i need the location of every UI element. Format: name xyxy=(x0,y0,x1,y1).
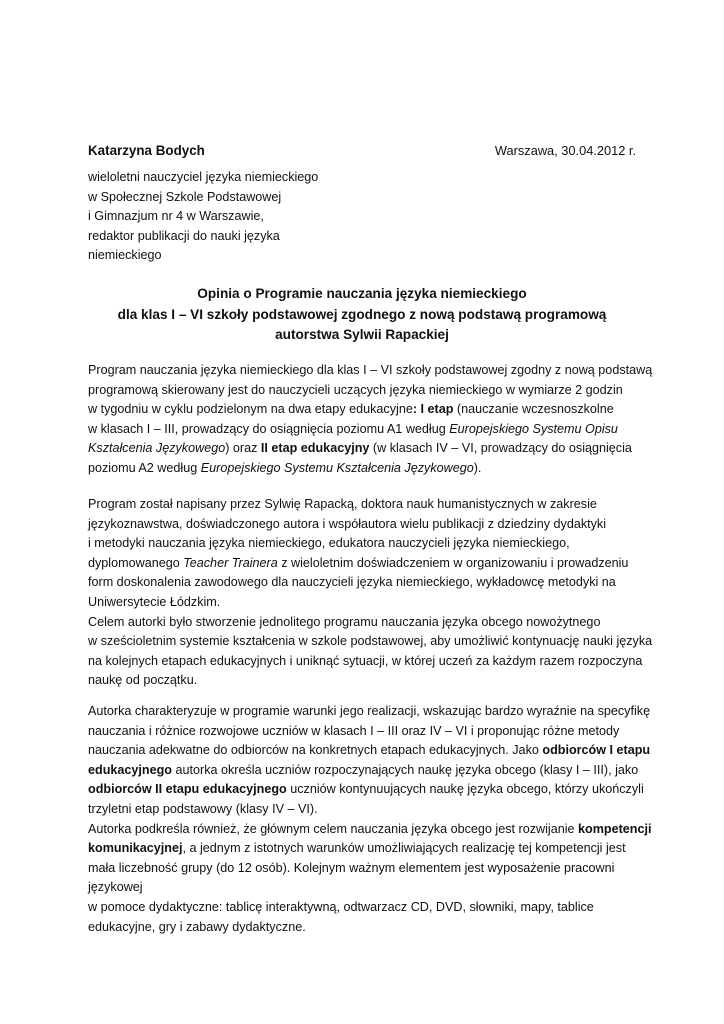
affiliation-line: i Gimnazjum nr 4 w Warszawie, xyxy=(88,209,264,224)
text-run: Uniwersytecie Łódzkim. xyxy=(88,594,221,609)
body-text-line xyxy=(88,702,651,722)
body-text-line xyxy=(88,534,648,554)
place-and-date: Warszawa, 30.04.2012 r. xyxy=(494,143,636,158)
text-run: z wieloletnim doświadczeniem w organizowaniu i prowadzeniu xyxy=(277,555,629,570)
text-run: edukacyjne, gry i zabawy dydaktyczne. xyxy=(88,919,306,934)
body-text-line xyxy=(88,632,653,652)
body-text-line xyxy=(88,800,648,820)
paragraph-program-conditions xyxy=(88,702,652,937)
text-run: (w klasach IV – VI, prowadzący do osiągnięcia xyxy=(369,441,632,456)
text-run: dyplomowanego xyxy=(88,555,184,570)
body-text-line xyxy=(88,613,648,633)
bold-text: kompetencji xyxy=(578,821,652,836)
body-text-line xyxy=(88,820,652,840)
text-run: programową skierowany jest do nauczycieli uczących języka niemieckiego w wymiarze 2 godzin xyxy=(88,382,623,397)
italic-text: Europejskiego Systemu Opisu xyxy=(449,421,618,436)
text-run: autorka określa uczniów rozpoczynających naukę języka obcego (klasy I – III), jako xyxy=(172,762,639,777)
text-run: na kolejnych etapach edukacyjnych i uniknąć sytuacji, w której uczeń za każdym razem rozpoczyna xyxy=(88,653,643,668)
body-text-line xyxy=(88,459,648,479)
text-run: trzyletni etap podstawowy (klasy IV – VI). xyxy=(88,801,318,816)
text-run: w tygodniu w cyklu podzielonym na dwa etapy edukacyjne xyxy=(88,402,413,417)
title-line: autorstwa Sylwii Rapackiej xyxy=(275,327,449,342)
body-text-line xyxy=(88,593,648,613)
bold-text: : I etap xyxy=(412,402,454,417)
bold-text: edukacyjnego xyxy=(88,762,172,777)
paragraph-program-scope xyxy=(88,361,653,479)
body-text-line xyxy=(88,554,648,574)
text-run: językoznawstwa, doświadczonego autora i współautora wielu publikacji z dziedziny dydaktyki xyxy=(88,516,607,531)
affiliation-line: w Społecznej Szkole Podstawowej xyxy=(88,189,282,204)
text-run: Celem autorki było stworzenie jednolitego programu nauczania języka obcego nowożytnego xyxy=(88,614,601,629)
text-run: językowej xyxy=(88,880,143,895)
text-run: uczniów kontynuujących naukę języka obcego, którzy ukończyli xyxy=(286,782,644,797)
bold-text: odbiorców II etapu edukacyjnego xyxy=(88,782,287,797)
text-run: Autorka charakteryzuje w programie warunki jego realizacji, wskazując bardzo wyraźnie na specyfikę xyxy=(88,704,651,718)
author-name: Katarzyna Bodych xyxy=(88,143,205,158)
body-text-line xyxy=(88,859,648,879)
italic-text: Europejskiego Systemu Kształcenia Językowego xyxy=(200,460,474,475)
bold-text: II etap edukacyjny xyxy=(260,441,370,456)
title-line: Opinia o Programie nauczania języka niemieckiego xyxy=(197,286,527,301)
body-text-line xyxy=(88,495,648,515)
document-title xyxy=(88,284,636,346)
body-text-line xyxy=(88,918,648,938)
text-run: w pomoce dydaktyczne: tablicę interaktywną, odtwarzacz CD, DVD, słowniki, mapy, tablice xyxy=(88,899,594,914)
italic-text: Kształcenia Językowego xyxy=(88,441,226,456)
bold-text: komunikacyjnej xyxy=(88,841,183,856)
body-text-line xyxy=(88,439,648,459)
text-run: w klasach I – III, prowadzący do osiągnięcia poziomu A1 według xyxy=(88,421,450,436)
text-run: Autorka podkreśla również, że głównym celem nauczania języka obcego jest rozwijanie xyxy=(88,821,579,836)
text-run: nauczania adekwatne do odbiorców na konkretnych etapach edukacyjnych. Jako xyxy=(88,743,543,758)
body-text-line xyxy=(88,722,648,742)
text-run: Program nauczania języka niemieckiego dla klas I – VI szkoły podstawowej zgodny z nową podstawą xyxy=(88,363,653,377)
body-text-line xyxy=(88,573,648,593)
body-text-line xyxy=(88,839,648,859)
text-run: mała liczebność grupy (do 12 osób). Kolejnym ważnym elementem jest wyposażenie pracowni xyxy=(88,860,615,875)
body-text-line xyxy=(88,361,653,381)
body-text-line xyxy=(88,420,648,440)
text-run: i metodyki nauczania języka niemieckiego, edukatora nauczycieli języka niemieckiego, xyxy=(88,536,570,551)
text-run: poziomu A2 według xyxy=(88,460,201,475)
body-text-line xyxy=(88,780,648,800)
text-run: ) oraz xyxy=(225,441,261,456)
text-run: form doskonalenia zawodowego dla nauczycieli języka niemieckiego, wykładowcę metodyki na xyxy=(88,575,616,590)
text-run: nauczania i różnice rozwojowe uczniów w klasach I – III oraz IV – VI i proponując różne metody xyxy=(88,723,620,738)
body-text-line xyxy=(88,652,648,672)
title-line: dla klas I – VI szkoły podstawowej zgodnego z nową podstawą programową xyxy=(117,306,607,322)
body-text-line xyxy=(88,898,648,918)
body-text-line xyxy=(88,878,648,898)
body-text-line xyxy=(88,671,648,691)
text-run: Program został napisany przez Sylwię Rapacką, doktora nauk humanistycznych w zakresie xyxy=(88,497,597,511)
body-text-line xyxy=(88,761,648,781)
text-run: , a jednym z istotnych warunków umożliwiających realizację tej kompetencji jest xyxy=(182,841,626,856)
affiliation-line: niemieckiego xyxy=(88,248,162,263)
body-text-line xyxy=(88,381,648,401)
author-affiliation xyxy=(88,168,388,266)
body-text-line xyxy=(88,515,648,535)
italic-text: Teacher Trainera xyxy=(183,555,278,570)
body-text-line xyxy=(88,741,651,761)
text-run: naukę od początku. xyxy=(88,673,198,688)
text-run: ). xyxy=(473,460,482,475)
affiliation-line: redaktor publikacji do nauki języka xyxy=(88,228,280,243)
document-header xyxy=(88,143,636,161)
bold-text: odbiorców I etapu xyxy=(542,743,651,758)
body-text-line xyxy=(88,400,648,420)
text-run: (nauczanie wczesnoszkolne xyxy=(453,402,614,417)
paragraph-author-profile xyxy=(88,495,653,691)
affiliation-line: wieloletni nauczyciel języka niemieckiego xyxy=(88,170,319,184)
text-run: w sześcioletnim systemie kształcenia w szkole podstawowej, aby umożliwić kontynuację nauki języka xyxy=(88,634,653,649)
